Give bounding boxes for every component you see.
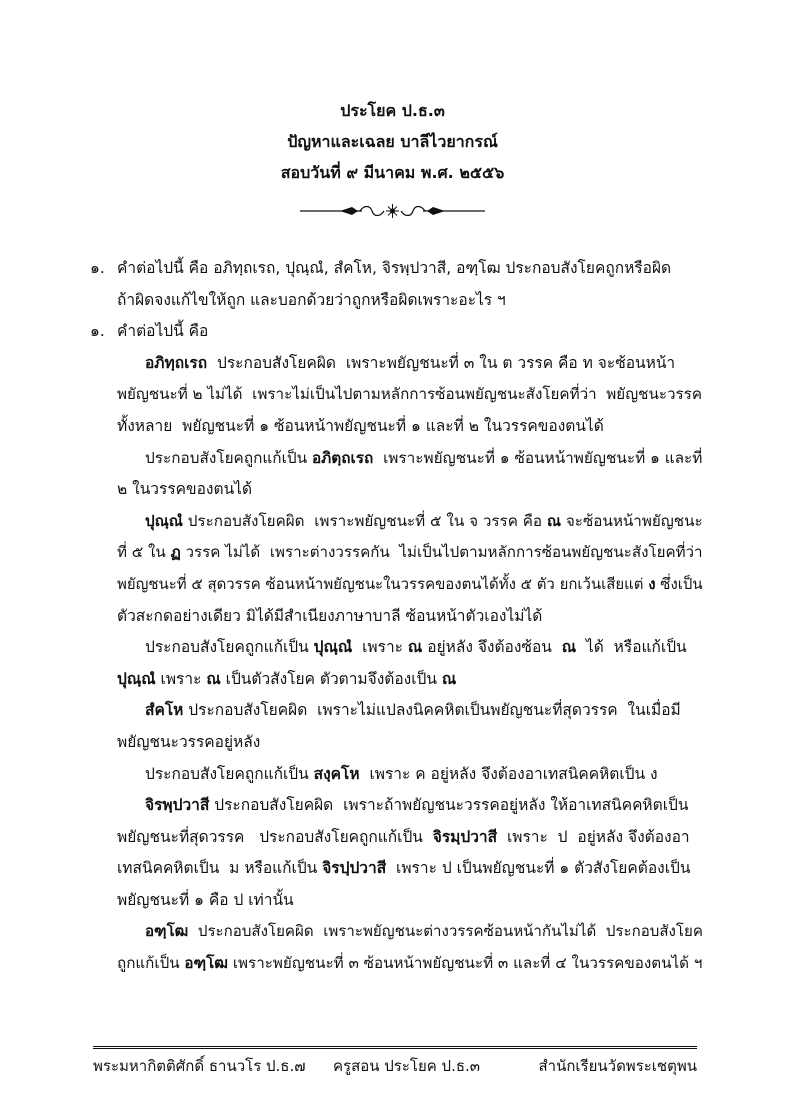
answer-text: เพราะ bbox=[155, 669, 207, 688]
answer-text: เพราะพยัญชนะที่ ๓ ซ้อนหน้าพยัญชนะที่ ๓ และที่ ๔ ในวรรคของตนได้ ฯ bbox=[228, 954, 703, 973]
footer-school: สำนักเรียนวัดพระเชตุพน bbox=[538, 1057, 697, 1075]
answer-line bbox=[90, 379, 702, 411]
answer-term: ปุณฺณํ bbox=[313, 638, 353, 657]
answer-text: เพราะ ป เป็นพยัญชนะที่ ๑ ตัวสังโยคต้องเป็น bbox=[386, 859, 691, 878]
answer-text: พยัญชนะที่ ๒ ไม่ได้ เพราะไม่เป็นไปตามหลักการซ้อนพยัญชนะสังโยคที่ว่า พยัญชนะวรรค bbox=[117, 385, 703, 404]
answer-text: ๒ ในวรรคของตนได้ bbox=[117, 480, 253, 499]
question-line bbox=[90, 285, 702, 317]
answer-line bbox=[90, 727, 702, 759]
answer-text: เป็นตัวสังโยค ตัวตามจึงต้องเป็น bbox=[220, 669, 442, 688]
answer-term: ณ bbox=[206, 669, 221, 688]
answer-line bbox=[90, 822, 702, 854]
answer-term: ปุณฺณํ bbox=[117, 669, 156, 688]
answer-text: พยัญชนะที่ ๕ สุดวรรค ซ้อนหน้าพยัญชนะในวรรคของตนได้ทั้ง ๕ ตัว ยกเว้นเสียแต่ bbox=[117, 574, 649, 593]
question-number: ๑. bbox=[90, 259, 105, 277]
answer-text: ประกอบสังโยคถูกแก้เป็น bbox=[145, 448, 312, 467]
answer-text: อยู่หลัง จึงต้องซ้อน bbox=[422, 638, 562, 657]
answer-term: จิรมฺปวาสี bbox=[432, 827, 498, 846]
answer-term: ณ bbox=[441, 669, 457, 688]
footer-course: ครูสอน ประโยค ป.ธ.๓ bbox=[333, 1057, 481, 1075]
answer-line bbox=[90, 348, 702, 380]
answer-text: ตัวสะกดอย่างเดียว มิได้มีสำเนียงภาษาบาลี ซ้อนหน้าตัวเองไม่ได้ bbox=[117, 606, 543, 625]
header-title: ประโยค ป.ธ.๓ bbox=[340, 101, 445, 120]
answer-text: เพราะ bbox=[352, 638, 408, 657]
answer-term: ปุณฺณํ bbox=[145, 511, 183, 530]
header-exam-date: สอบวันที่ ๙ มีนาคม พ.ศ. ๒๕๕๖ bbox=[280, 163, 505, 182]
answer-term: อฑฺโฒ bbox=[145, 922, 189, 941]
answer-text: เพราะ ป อยู่หลัง จึงต้องอา bbox=[497, 827, 690, 846]
answer-text: จะซ้อนหน้าพยัญชนะ bbox=[561, 511, 703, 530]
answer-line bbox=[90, 759, 702, 791]
answer-line bbox=[90, 664, 702, 696]
question-text: คำต่อไปนี้ คือ อภิทฺถเรถ, ปุณฺณํ, สํคโห, จิรพฺปวาสี, อฑฺโฒ ประกอบสังโยคถูกหรือผิด bbox=[117, 259, 672, 277]
header-subtitle: ปัญหาและเฉลย บาลีไวยากรณ์ bbox=[287, 132, 498, 151]
answer-term: อภิทฺถเรถ bbox=[145, 353, 208, 372]
answer-line bbox=[90, 853, 702, 885]
answer-text: ที่ ๕ ใน bbox=[117, 543, 171, 562]
answer-intro-line bbox=[90, 316, 702, 348]
document-body bbox=[90, 253, 702, 980]
answer-text: ประกอบสังโยคผิด เพราะพยัญชนะต่างวรรคซ้อนหน้ากันไม่ได้ ประกอบสังโยค bbox=[188, 922, 703, 941]
answer-text: ประกอบสังโยคผิด เพราะถ้าพยัญชนะวรรคอยู่หลัง ให้อาเทสนิคคหิตเป็น bbox=[209, 796, 689, 815]
answer-line bbox=[90, 569, 702, 601]
answer-text: พยัญชนะวรรคอยู่หลัง bbox=[117, 732, 261, 751]
ornament-divider-icon bbox=[300, 202, 485, 220]
answer-term: จิรปฺปวาสี bbox=[322, 859, 387, 878]
answer-text: เทสนิคคหิตเป็น ม หรือแก้เป็น bbox=[117, 859, 323, 878]
document-footer bbox=[93, 1052, 697, 1080]
answer-line bbox=[90, 632, 702, 664]
answer-line bbox=[90, 506, 702, 538]
answer-term: อฑฺโฒ bbox=[184, 954, 229, 973]
answer-text: ซึ่งเป็น bbox=[655, 574, 703, 593]
answer-line bbox=[90, 537, 702, 569]
answer-intro: คำต่อไปนี้ คือ bbox=[117, 322, 209, 341]
answer-text: ประกอบสังโยคผิด เพราะพยัญชนะที่ ๕ ใน จ วรรค คือ bbox=[182, 511, 547, 530]
answer-text: ทั้งหลาย พยัญชนะที่ ๑ ซ้อนหน้าพยัญชนะที่ ๑ และที่ ๒ ในวรรคของตนได้ bbox=[117, 416, 604, 435]
answer-text: ประกอบสังโยคถูกแก้เป็น bbox=[145, 764, 314, 783]
answer-line bbox=[90, 790, 702, 822]
answer-text: พยัญชนะที่ ๑ คือ ป เท่านั้น bbox=[117, 890, 294, 909]
answer-text: เพราะ ค อยู่หลัง จึงต้องอาเทสนิคคหิตเป็น ง bbox=[359, 764, 658, 783]
answer-term: ณ bbox=[407, 638, 423, 657]
answer-text: ประกอบสังโยคผิด เพราะไม่แปลงนิคคหิตเป็นพยัญชนะที่สุดวรรค ในเมื่อมี bbox=[183, 701, 681, 720]
answer-text: ประกอบสังโยคถูกแก้เป็น bbox=[145, 638, 314, 657]
answer-text: ประกอบสังโยคผิด เพราะพยัญชนะที่ ๓ ใน ต วรรค คือ ท จะซ้อนหน้า bbox=[207, 353, 676, 372]
document-header bbox=[0, 95, 785, 188]
answer-term: ฏ bbox=[170, 543, 181, 562]
answer-text: เพราะพยัญชนะที่ ๑ ซ้อนหน้าพยัญชนะที่ ๑ และที่ bbox=[373, 448, 703, 467]
answer-text: วรรค ไม่ได้ เพราะต่างวรรคกัน ไม่เป็นไปตามหลักการซ้อนพยัญชนะสังโยคที่ว่า bbox=[180, 543, 703, 562]
question-text: ถ้าผิดจงแก้ไขให้ถูก และบอกด้วยว่าถูกหรือผิดเพราะอะไร ฯ bbox=[117, 290, 506, 309]
answer-number: ๑. bbox=[90, 322, 105, 341]
answer-line bbox=[90, 948, 702, 980]
answer-term: อภิตฺถเรถ bbox=[311, 448, 374, 467]
answer-line bbox=[90, 885, 702, 917]
answer-text: พยัญชนะที่สุดวรรค ประกอบสังโยคถูกแก้เป็น bbox=[117, 827, 433, 846]
answer-line bbox=[90, 474, 702, 506]
question-line bbox=[90, 253, 702, 285]
answer-term: จิรพฺปวาสี bbox=[145, 796, 210, 815]
answer-text: ได้ หรือแก้เป็น bbox=[576, 638, 687, 657]
answer-term: สงฺคโห bbox=[313, 764, 360, 783]
answer-line bbox=[90, 916, 702, 948]
answer-line bbox=[90, 443, 702, 475]
answer-line bbox=[90, 601, 702, 633]
answer-paragraphs bbox=[90, 348, 702, 980]
answer-line bbox=[90, 411, 702, 443]
answer-term: ณ bbox=[546, 511, 562, 530]
answer-text: ถูกแก้เป็น bbox=[117, 954, 185, 973]
footer-author: พระมหากิตติศักดิ์ ธานวโร ป.ธ.๗ bbox=[93, 1057, 306, 1075]
footer-divider bbox=[93, 1046, 697, 1049]
answer-term: สํคโห bbox=[145, 701, 184, 720]
answer-term: ง bbox=[648, 574, 656, 593]
answer-line bbox=[90, 695, 702, 727]
answer-term: ณ bbox=[561, 638, 577, 657]
